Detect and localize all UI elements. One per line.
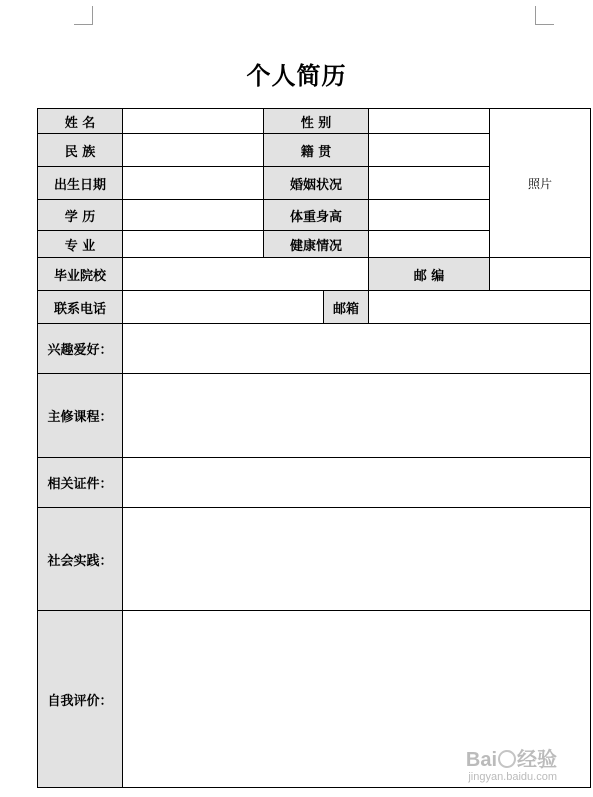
- label-marital-status: 婚姻状况: [263, 166, 369, 200]
- field-certificates[interactable]: [122, 457, 591, 508]
- field-health[interactable]: [368, 230, 490, 258]
- field-native-place[interactable]: [368, 133, 490, 167]
- photo-box[interactable]: 照片: [489, 108, 591, 258]
- field-phone[interactable]: [122, 290, 324, 324]
- field-postcode[interactable]: [489, 257, 591, 291]
- label-height-weight: 体重身高: [263, 199, 369, 231]
- resume-table: [37, 108, 591, 788]
- label-gender: 性 别: [263, 108, 369, 134]
- label-school: 毕业院校: [37, 257, 123, 291]
- field-email[interactable]: [368, 290, 591, 324]
- watermark-brand-left: Bai: [465, 749, 497, 771]
- field-ethnicity[interactable]: [122, 133, 264, 167]
- label-name: 姓 名: [37, 108, 123, 134]
- field-education[interactable]: [122, 199, 264, 231]
- label-health: 健康情况: [263, 230, 369, 258]
- label-birth-date: 出生日期: [37, 166, 123, 200]
- label-phone: 联系电话: [37, 290, 123, 324]
- watermark-brand-right: 经验: [517, 749, 557, 771]
- label-hobbies: 兴趣爱好：: [37, 323, 123, 374]
- page-title: 个人简历: [246, 62, 347, 90]
- label-email: 邮箱: [323, 290, 369, 324]
- field-height-weight[interactable]: [368, 199, 490, 231]
- field-marital-status[interactable]: [368, 166, 490, 200]
- field-school[interactable]: [122, 257, 369, 291]
- page-corner-mark-top-right: [535, 6, 554, 25]
- field-gender[interactable]: [368, 108, 490, 134]
- label-postcode: 邮 编: [368, 257, 490, 291]
- label-education: 学 历: [37, 199, 123, 231]
- label-ethnicity: 民 族: [37, 133, 123, 167]
- field-hobbies[interactable]: [122, 323, 591, 374]
- label-courses: 主修课程：: [37, 373, 123, 458]
- label-social-practice: 社会实践：: [37, 507, 123, 611]
- paw-icon: [498, 750, 516, 768]
- baidu-jingyan-watermark: [466, 749, 557, 783]
- field-courses[interactable]: [122, 373, 591, 458]
- label-major: 专 业: [37, 230, 123, 258]
- label-native-place: 籍 贯: [263, 133, 369, 167]
- label-certificates: 相关证件：: [37, 457, 123, 508]
- field-major[interactable]: [122, 230, 264, 258]
- field-social-practice[interactable]: [122, 507, 591, 611]
- label-self-evaluation: 自我评价：: [37, 610, 123, 788]
- watermark-url: jingyan.baidu.com: [468, 771, 557, 783]
- field-name[interactable]: [122, 108, 264, 134]
- field-birth-date[interactable]: [122, 166, 264, 200]
- page-corner-mark-top-left: [74, 6, 93, 25]
